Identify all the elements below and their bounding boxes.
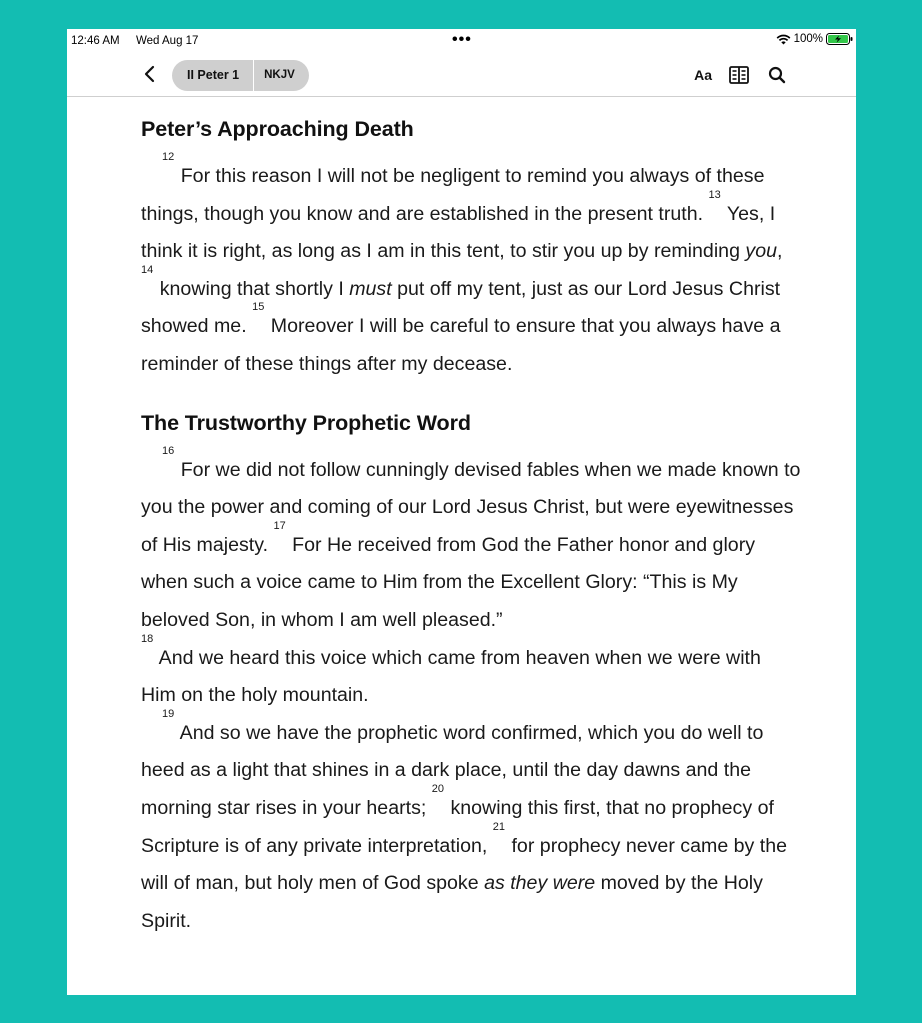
- battery-charging-icon: [826, 33, 853, 45]
- book-columns-icon: [729, 66, 749, 84]
- search-button[interactable]: [766, 64, 788, 86]
- verse-italic-text[interactable]: must: [349, 277, 392, 300]
- verse-number[interactable]: 16: [162, 444, 175, 457]
- section-heading: Peter’s Approaching Death: [141, 117, 414, 141]
- search-icon: [768, 66, 786, 84]
- verse-text[interactable]: knowing this first, that no prophecy of Scripture is of any private interpretation,: [141, 796, 774, 857]
- book-chapter-button[interactable]: II Peter 1: [172, 60, 254, 91]
- verse-text[interactable]: And so we have the prophetic word confirmed, which you do well to heed as a light that shines in a dark place, until the day dawns and the morning star rises in your hearts;: [141, 721, 764, 819]
- paragraph: [141, 444, 801, 715]
- verse-text[interactable]: ,: [777, 240, 783, 263]
- verse-text[interactable]: For He received from God the Father honor and glory when such a voice came to Him from the Excellent Glory: “This is My beloved Son, in whom I am well pleased.”: [141, 533, 756, 631]
- verse-number[interactable]: 21: [492, 820, 506, 833]
- wifi-icon: [776, 34, 791, 45]
- section-heading: The Trustworthy Prophetic Word: [141, 410, 471, 435]
- verse-italic-text[interactable]: you: [745, 240, 778, 263]
- status-date: Wed Aug 17: [136, 35, 199, 47]
- nav-bar: [67, 57, 856, 97]
- paragraph: [141, 151, 801, 384]
- passage-selector: [172, 60, 309, 91]
- verse-text[interactable]: put off my tent, just as our Lord Jesus Christ showed me.: [141, 277, 781, 338]
- verse-number[interactable]: 19: [162, 707, 175, 720]
- toolbar: [694, 64, 788, 86]
- verse-number[interactable]: 20: [431, 782, 444, 795]
- verse-number[interactable]: 18: [141, 632, 154, 645]
- verse-number[interactable]: 14: [141, 263, 154, 276]
- reader-content: [141, 109, 801, 940]
- chevron-left-icon: [139, 62, 161, 86]
- text-settings-button[interactable]: Aa: [694, 67, 712, 83]
- verse-number[interactable]: 17: [273, 519, 286, 532]
- verse-text[interactable]: For this reason I will not be negligent to remind you always of these things, though you know and are established in the present truth.: [141, 165, 765, 225]
- multitask-dots-icon[interactable]: •••: [452, 31, 472, 48]
- verse-text[interactable]: Yes, I think it is right, as long as I am in this tent, to stir you up by reminding: [141, 202, 776, 263]
- paragraph: [141, 707, 801, 941]
- verse-italic-text[interactable]: as they were: [484, 872, 596, 895]
- status-bar: [67, 29, 856, 53]
- parallel-view-button[interactable]: [728, 64, 750, 86]
- verse-number[interactable]: 13: [708, 188, 721, 201]
- verse-number[interactable]: 15: [252, 301, 265, 314]
- app-window: [67, 29, 856, 995]
- verse-text[interactable]: And we heard this voice which came from heaven when we were with Him on the holy mountain.: [141, 646, 761, 707]
- version-button[interactable]: NKJV: [264, 69, 295, 81]
- verse-text[interactable]: moved by the Holy Spirit.: [141, 872, 763, 932]
- verse-text[interactable]: For we did not follow cunningly devised fables when we made known to you the power and coming of our Lord Jesus Christ, but were eyewitnesses of His majesty.: [141, 458, 801, 556]
- verse-text[interactable]: for prophecy never came by the will of man, but holy men of God spoke: [141, 834, 788, 895]
- verse-text[interactable]: Moreover I will be careful to ensure that you always have a reminder of these things after my decease.: [141, 315, 781, 375]
- verse-number[interactable]: 12: [162, 151, 175, 163]
- battery-percent: 100%: [793, 33, 823, 45]
- verse-text[interactable]: knowing that shortly I: [159, 277, 350, 300]
- status-right: [776, 33, 853, 45]
- status-time: 12:46 AM: [71, 35, 120, 47]
- back-button[interactable]: [139, 62, 161, 86]
